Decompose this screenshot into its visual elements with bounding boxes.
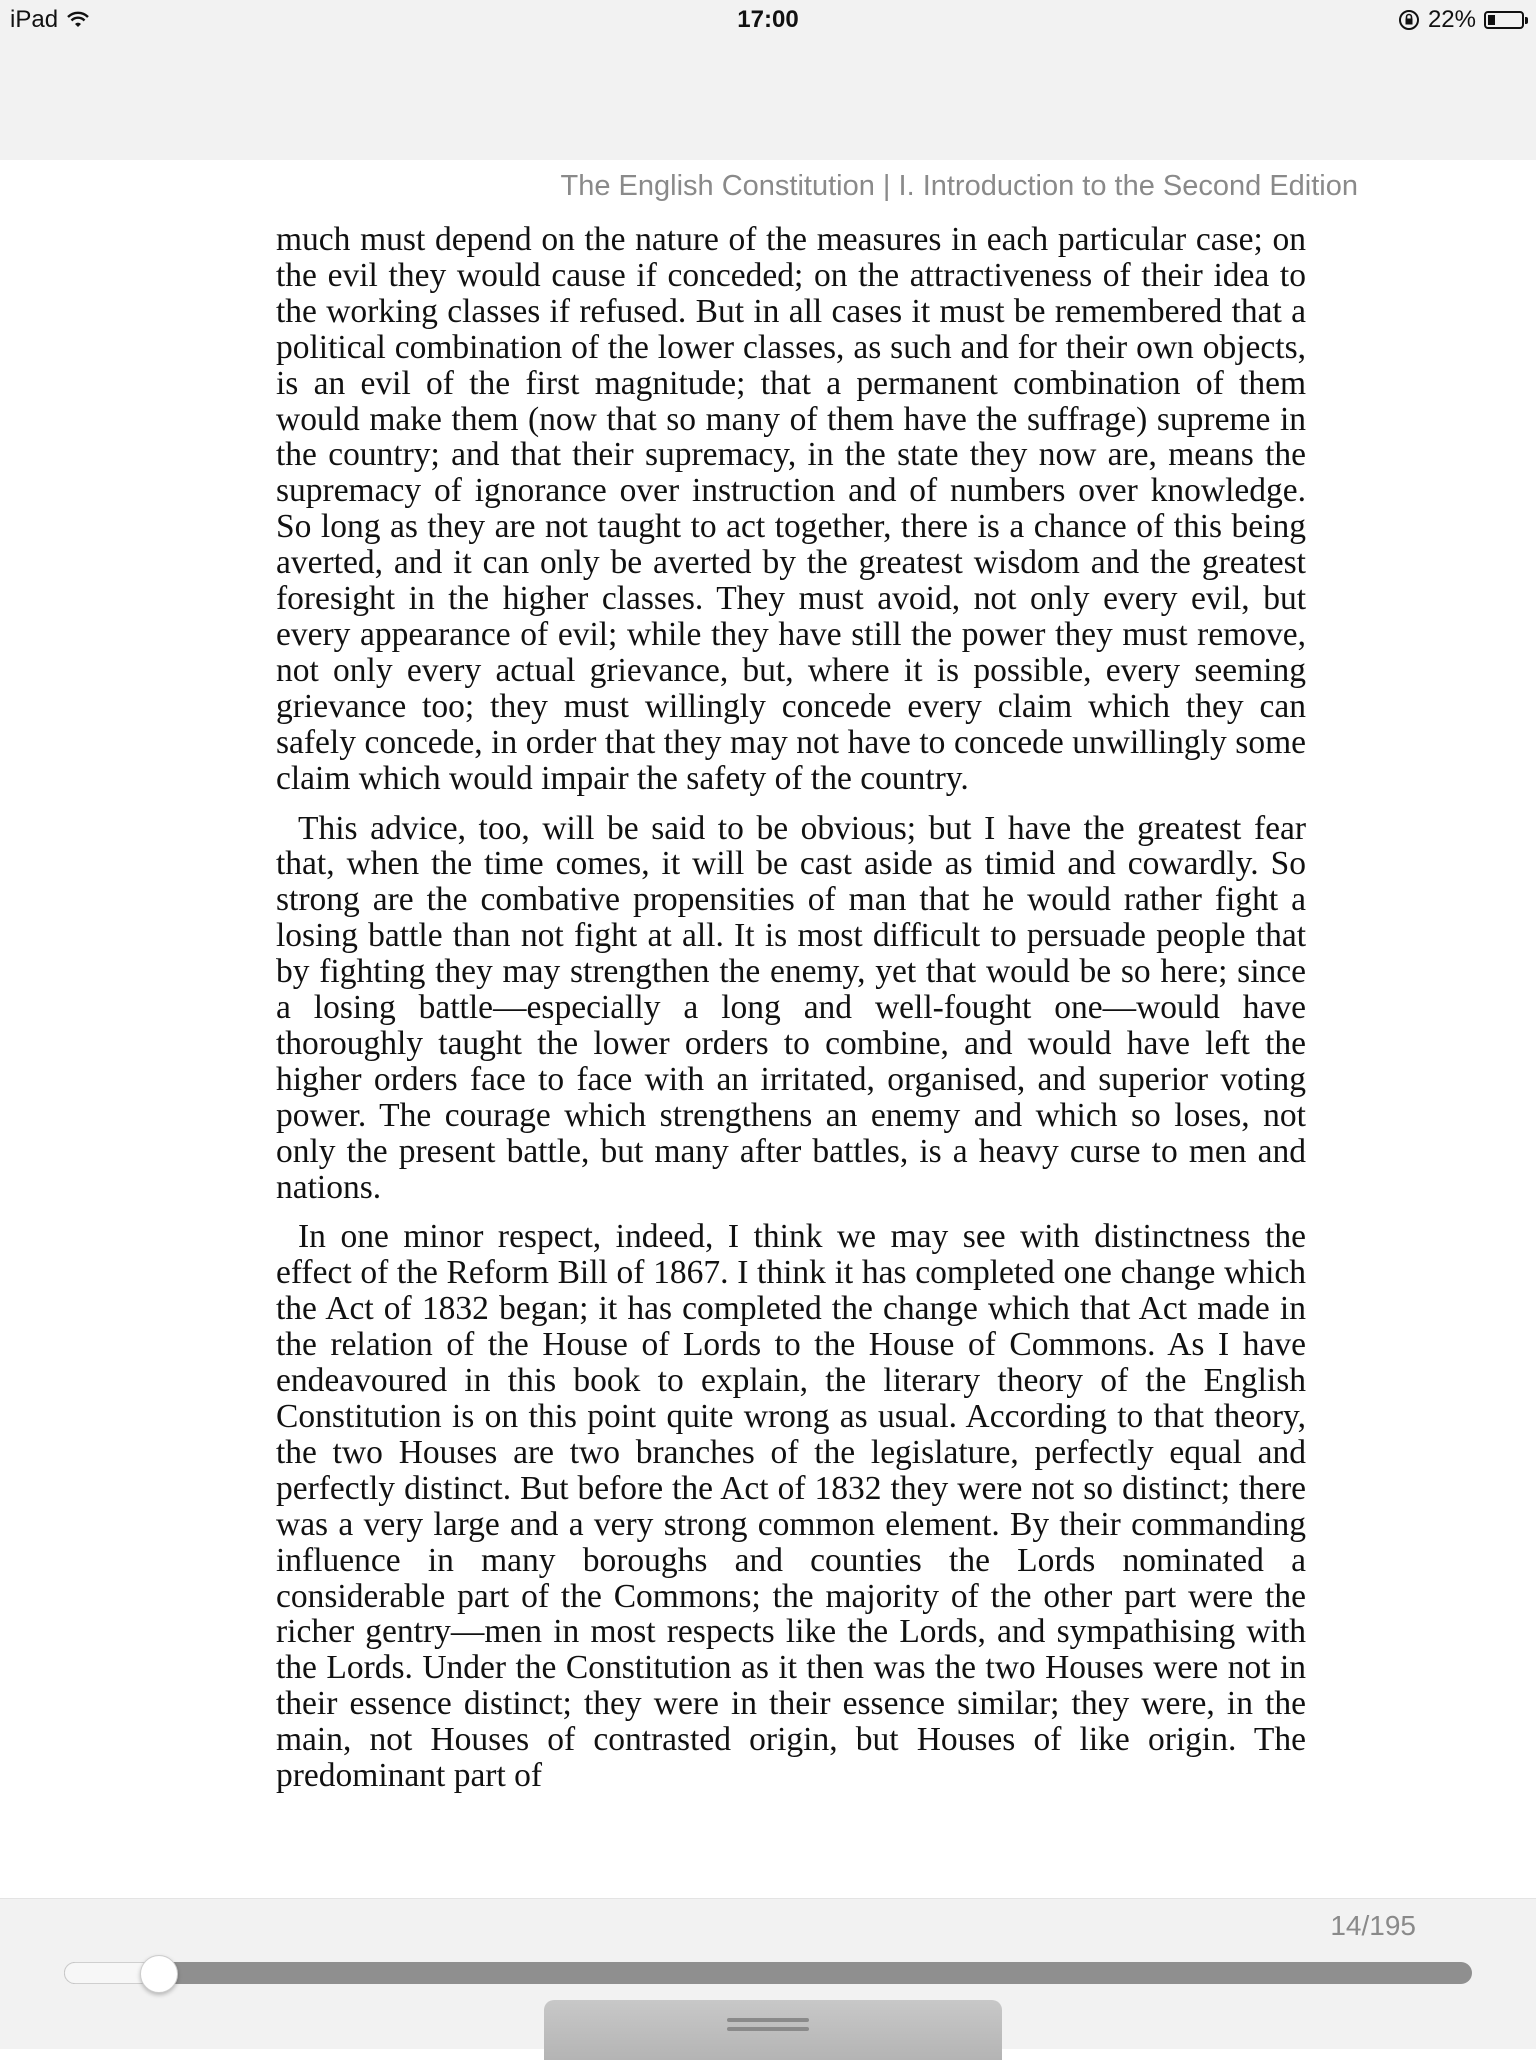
grip-line-icon (727, 2018, 809, 2022)
device-label: iPad (10, 6, 59, 33)
page-content (276, 222, 1306, 1808)
battery-level (1488, 15, 1495, 25)
paragraph: In one minor respect, indeed, I think we may see with distinctness the effect of the Reform Bill of 1867. I think it has completed one change which the Act of 1832 began; it has completed the change which that Act made in the relation of the House of Lords to the House of Commons. As I have endeavoured in this book to explain, the literary theory of the English Constitution is on this point quite wrong as usual. According to that theory, the two Houses are two branches of the legislature, perfectly equal and perfectly distinct. But before the Act of 1832 they were not so distinct; there was a very large and a very strong common element. By their commanding influence in many boroughs and counties the Lords nominated a considerable part of the Commons; the majority of the other part were the richer gentry—men in most respects like the Lords, and sympathising with the Lords. Under the Constitution as it then was the two Houses were not in their essence distinct; they were in their essence similar; they were, in the main, not Houses of contrasted origin, but Houses of like origin. The predominant part of (276, 1218, 1306, 1795)
battery-percent: 22% (1427, 6, 1476, 33)
status-right (1398, 6, 1524, 34)
running-header: The English Constitution | I. Introduction to the Second Edition (560, 170, 1358, 202)
page-counter: 14/195 (1330, 1910, 1416, 1941)
paragraph: much must depend on the nature of the measures in each particular case; on the evil they would cause if conceded; on the attractiveness of their idea to the working classes if refused. But in all cases it must be remembered that a political combination of the lower classes, as such and for their own objects, is an evil of the first magnitude; that a permanent combination of them would make them (now that so many of them have the suffrage) supreme in the country; and that their supremacy, in the state they now are, means the supremacy of ignorance over instruction and of numbers over knowledge. So long as they are not taught to act together, there is a chance of this being averted, and it can only be averted by the greatest wisdom and the greatest foresight in the higher classes. They must avoid, not only every evil, but every appearance of evil; while they have still the power they must remove, not only every actual grievance, but, where it is possible, every seeming grievance too; they must willingly concede every claim which they can safely concede, in order that they may not have to concede unwillingly some claim which would impair the safety of the country. (276, 221, 1306, 797)
battery-icon (1484, 11, 1524, 29)
paragraph: This advice, too, will be said to be obvious; but I have the greatest fear that, when the time comes, it will be cast aside as timid and cowardly. So strong are the combative propensities of man that he would rather fight a losing battle than not fight at all. It is most difficult to persuade people that by fighting they may strengthen the enemy, yet that would be so here; since a losing battle—especially a long and well-fought one—would have thoroughly taught the lower orders to combine, and would have left the higher orders face to face with an irritated, organised, and superior voting power. The courage which strengthens an enemy and which so loses, not only the present battle, but many after battles, is a heavy curse to men and nations. (276, 809, 1306, 1206)
top-toolbar (0, 0, 1536, 160)
rotation-lock-icon (1398, 9, 1420, 31)
status-time: 17:00 (737, 6, 799, 33)
page-scrubber-track[interactable] (64, 1962, 1472, 1984)
grip-line-icon (727, 2027, 809, 2031)
